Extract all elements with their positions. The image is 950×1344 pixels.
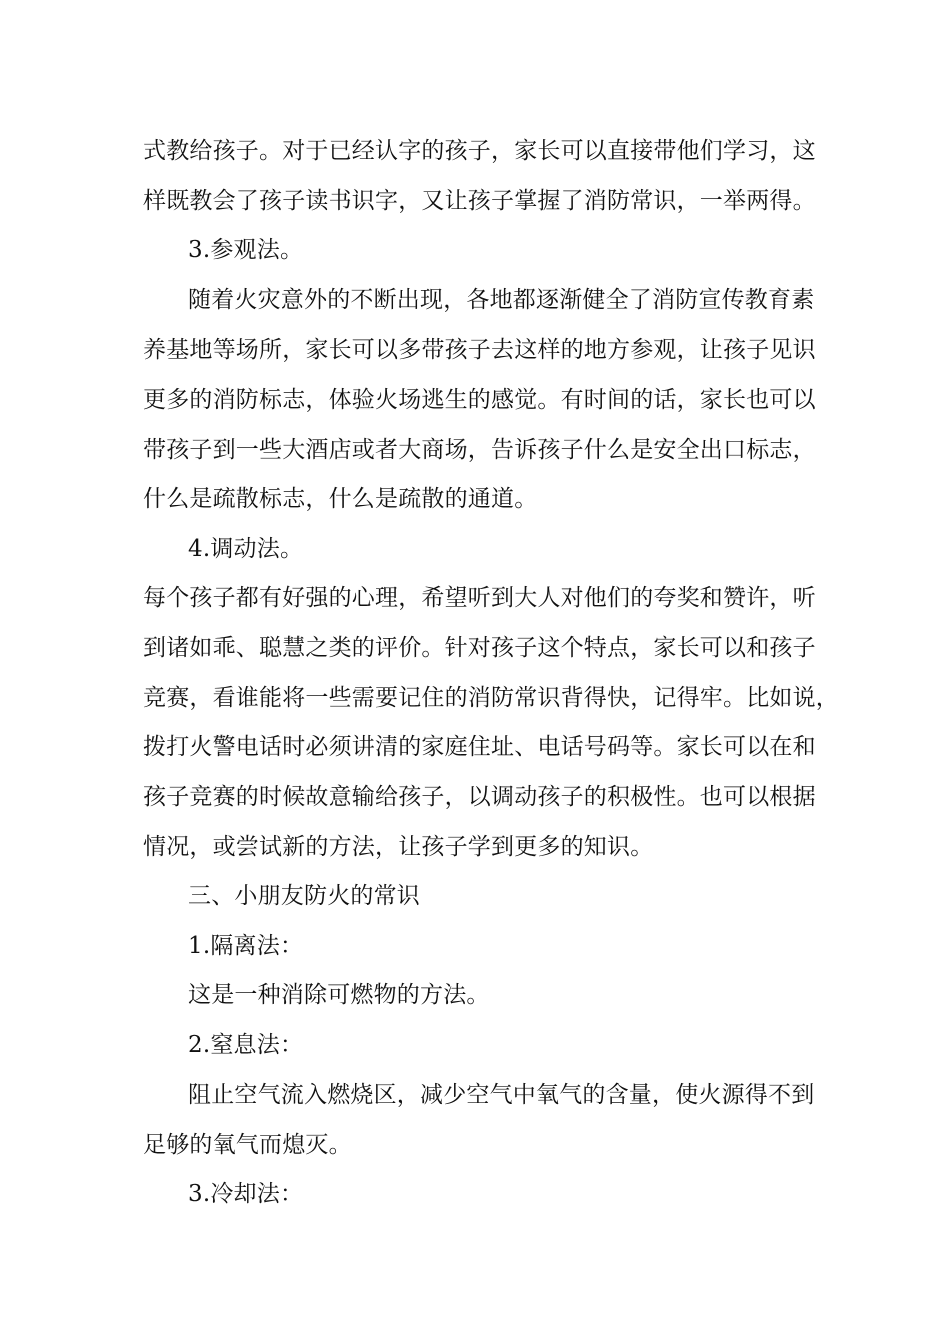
text-line: 样既教会了孩子读书识字，又让孩子掌握了消防常识，一举两得。 xyxy=(143,188,816,214)
subsection-heading: 1.隔离法： xyxy=(188,933,304,959)
subsection-heading: 3.冷却法： xyxy=(188,1181,304,1207)
text-line: 式教给孩子。对于已经认字的孩子，家长可以直接带他们学习，这 xyxy=(143,138,816,164)
text-line: 阻止空气流入燃烧区，减少空气中氧气的含量，使火源得不到 xyxy=(188,1082,815,1108)
text-line: 更多的消防标志，体验火场逃生的感觉。有时间的话，家长也可以 xyxy=(143,387,816,413)
text-line: 带孩子到一些大酒店或者大商场，告诉孩子什么是安全出口标志， xyxy=(143,437,816,463)
text-line: 情况，或尝试新的方法，让孩子学到更多的知识。 xyxy=(143,834,654,860)
text-line: 孩子竞赛的时候故意输给孩子，以调动孩子的积极性。也可以根据 xyxy=(143,784,816,810)
text-line: 拨打火警电话时必须讲清的家庭住址、电话号码等。家长可以在和 xyxy=(143,734,816,760)
section-heading: 4.调动法。 xyxy=(188,536,304,562)
section-heading: 3.参观法。 xyxy=(188,237,304,263)
text-line: 到诸如乖、聪慧之类的评价。针对孩子这个特点，家长可以和孩子 xyxy=(143,635,816,661)
text-line: 足够的氧气而熄灭。 xyxy=(143,1132,352,1158)
text-line: 养基地等场所，家长可以多带孩子去这样的地方参观，让孩子见识 xyxy=(143,337,816,363)
text-line: 每个孩子都有好强的心理，希望听到大人对他们的夸奖和赞许，听 xyxy=(143,585,816,611)
text-line: 这是一种消除可燃物的方法。 xyxy=(188,982,490,1008)
section-heading: 三、小朋友防火的常识 xyxy=(188,883,420,909)
text-line: 随着火灾意外的不断出现，各地都逐渐健全了消防宣传教育素 xyxy=(188,287,815,313)
subsection-heading: 2.窒息法： xyxy=(188,1032,304,1058)
text-line: 竞赛，看谁能将一些需要记住的消防常识背得快，记得牢。比如说， xyxy=(143,685,839,711)
text-line: 什么是疏散标志，什么是疏散的通道。 xyxy=(143,486,538,512)
